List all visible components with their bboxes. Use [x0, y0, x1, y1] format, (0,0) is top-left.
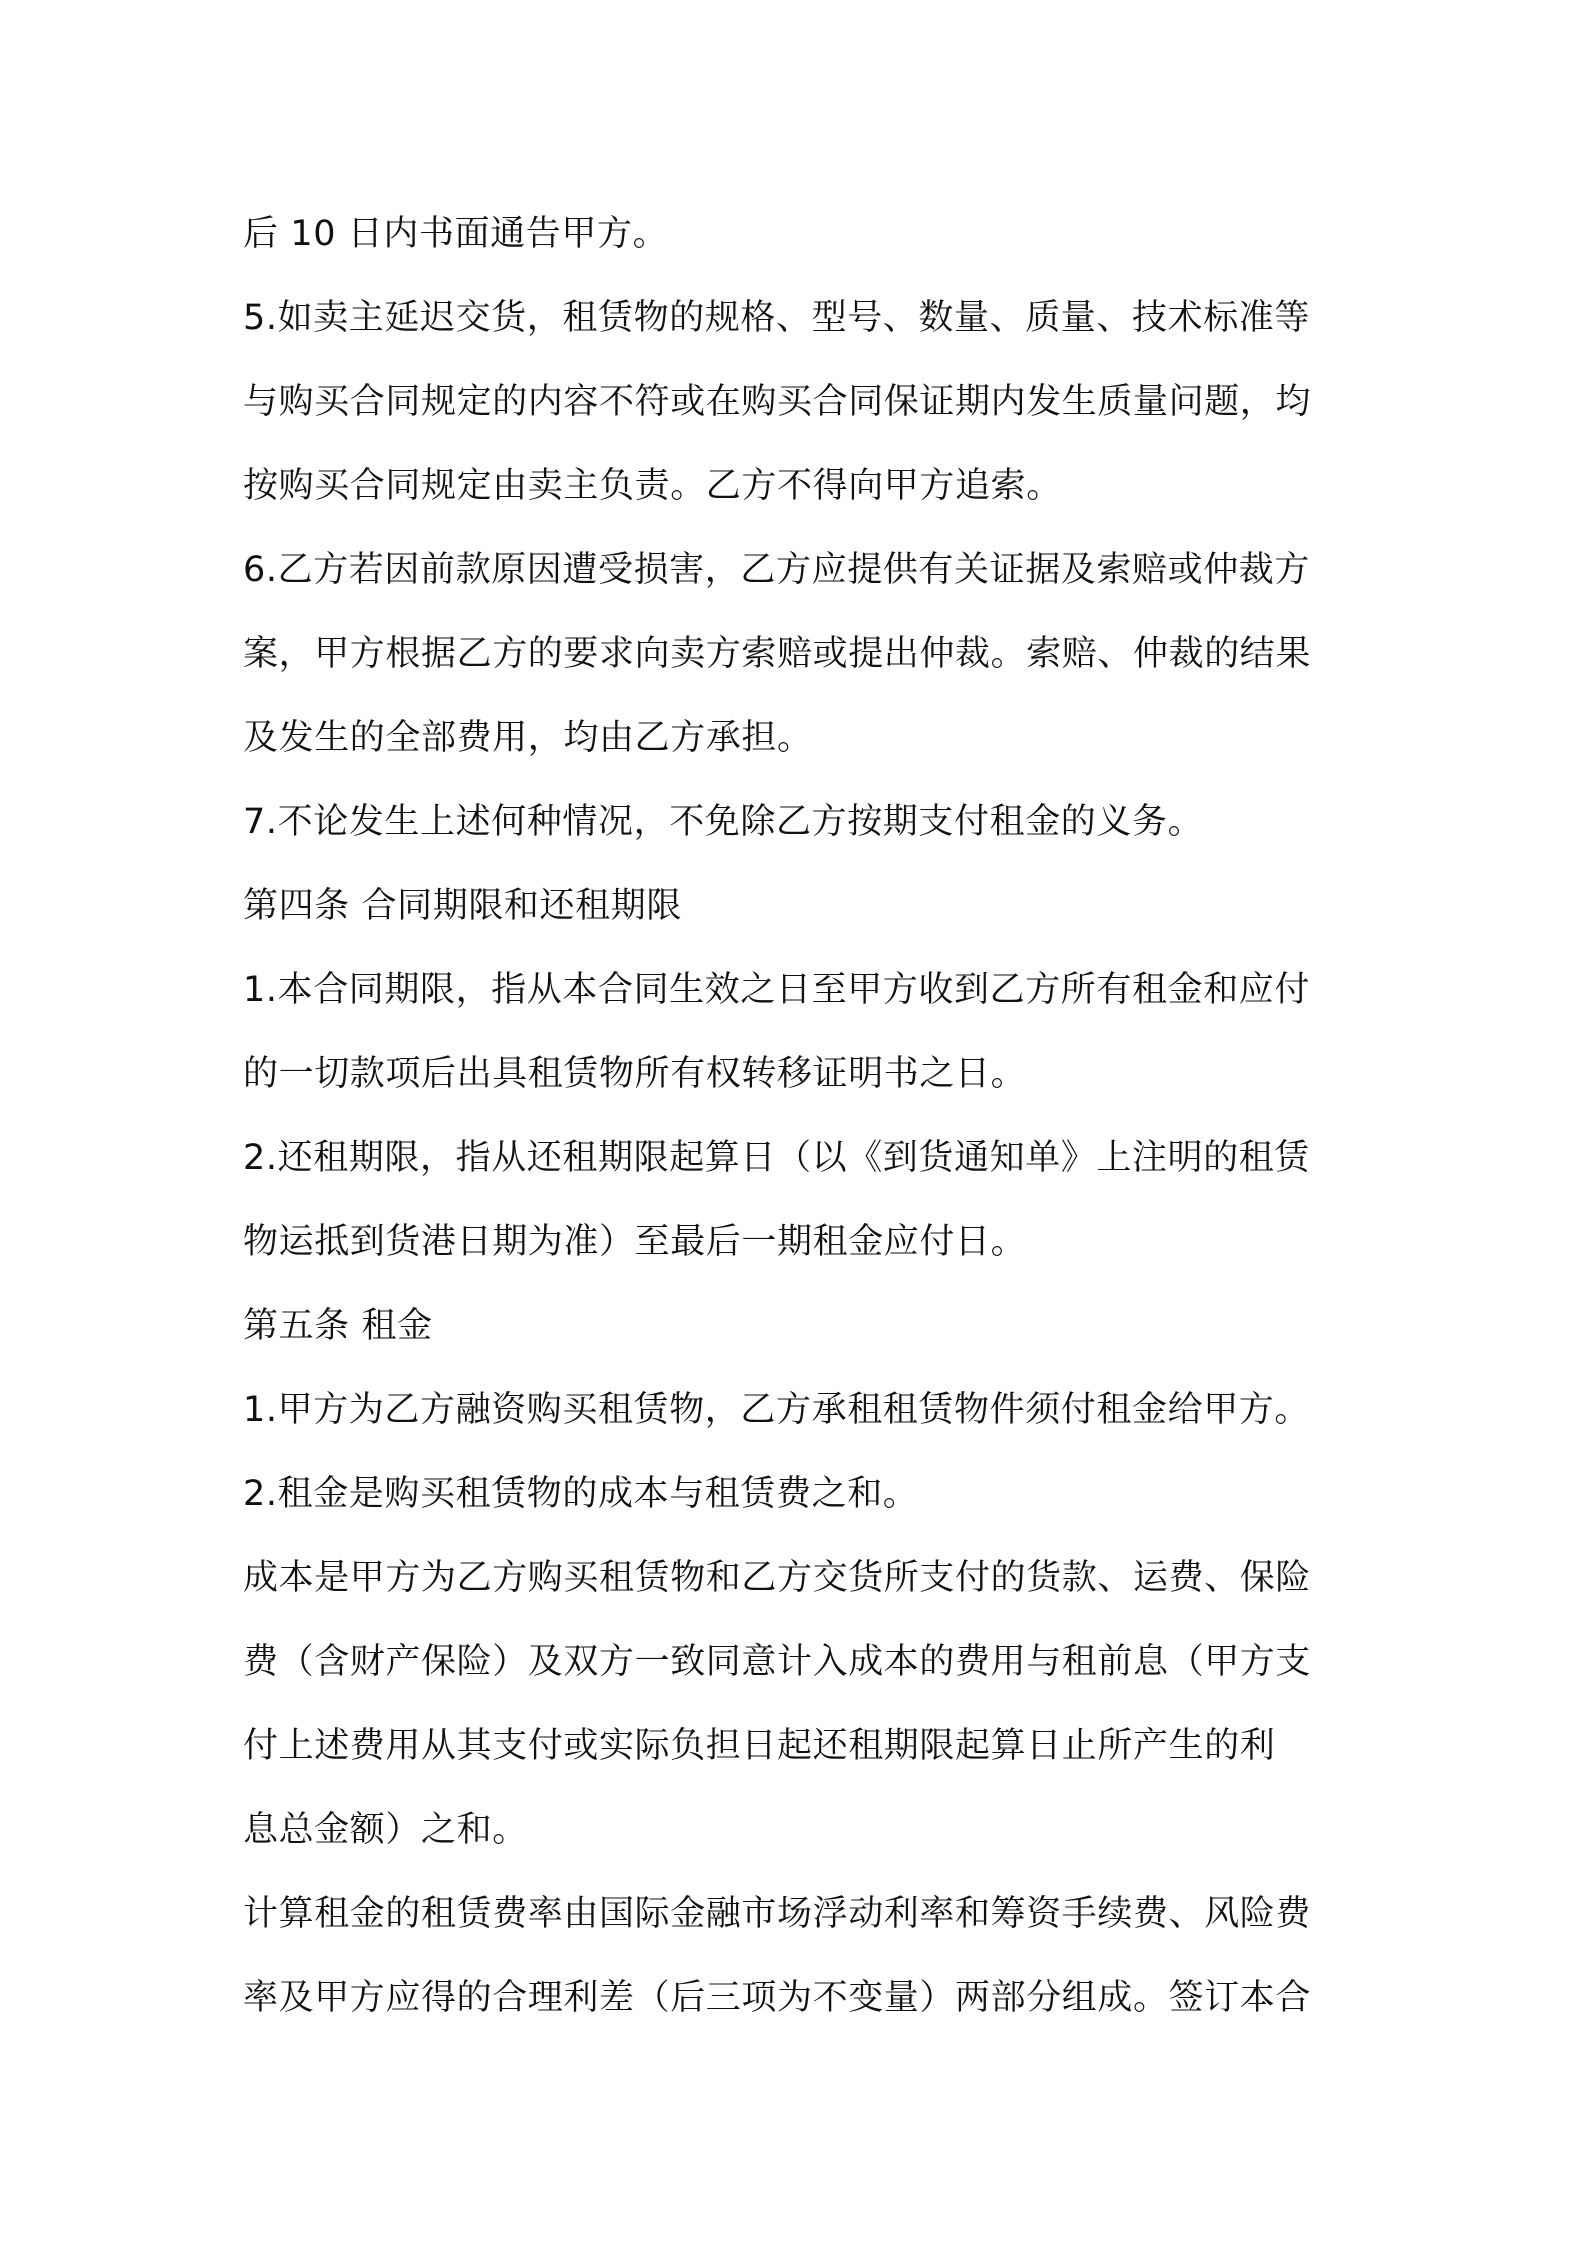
paragraph-line: 息总金额）之和。	[243, 1810, 528, 1850]
paragraph-line: 率及甲方应得的合理利差（后三项为不变量）两部分组成。签订本合	[243, 1978, 1312, 2018]
paragraph-line: 2.还租期限，指从还租期限起算日（以《到货通知单》上注明的租赁	[243, 1138, 1310, 1178]
paragraph-line: 计算租金的租赁费率由国际金融市场浮动利率和筹资手续费、风险费	[243, 1894, 1312, 1934]
paragraph-line: 后 10 日内书面通告甲方。	[243, 214, 669, 254]
section-heading: 第五条 租金	[243, 1306, 433, 1346]
paragraph-line: 1.本合同期限，指从本合同生效之日至甲方收到乙方所有租金和应付	[243, 970, 1310, 1010]
paragraph-line: 的一切款项后出具租赁物所有权转移证明书之日。	[243, 1054, 1027, 1094]
paragraph-line: 7.不论发生上述何种情况，不免除乙方按期支付租金的义务。	[243, 802, 1204, 842]
paragraph-line: 与购买合同规定的内容不符或在购买合同保证期内发生质量问题，均	[243, 382, 1312, 422]
paragraph-line: 成本是甲方为乙方购买租赁物和乙方交货所支付的货款、运费、保险	[243, 1558, 1312, 1598]
paragraph-line: 费（含财产保险）及双方一致同意计入成本的费用与租前息（甲方支	[243, 1642, 1312, 1682]
paragraph-line: 6.乙方若因前款原因遭受损害，乙方应提供有关证据及索赔或仲裁方	[243, 550, 1310, 590]
paragraph-line: 物运抵到货港日期为准）至最后一期租金应付日。	[243, 1222, 1027, 1262]
paragraph-line: 5.如卖主延迟交货，租赁物的规格、型号、数量、质量、技术标准等	[243, 298, 1310, 338]
paragraph-line: 按购买合同规定由卖主负责。乙方不得向甲方追索。	[243, 466, 1062, 506]
document-body	[243, 192, 1353, 2040]
paragraph-line: 2.租金是购买租赁物的成本与租赁费之和。	[243, 1474, 919, 1514]
paragraph-line: 付上述费用从其支付或实际负担日起还租期限起算日止所产生的利	[243, 1726, 1276, 1766]
paragraph-line: 及发生的全部费用，均由乙方承担。	[243, 718, 813, 758]
paragraph-line: 案，甲方根据乙方的要求向卖方索赔或提出仲裁。索赔、仲裁的结果	[243, 634, 1312, 674]
paragraph-line: 1.甲方为乙方融资购买租赁物，乙方承租租赁物件须付租金给甲方。	[243, 1390, 1310, 1430]
section-heading: 第四条 合同期限和还租期限	[243, 886, 682, 926]
